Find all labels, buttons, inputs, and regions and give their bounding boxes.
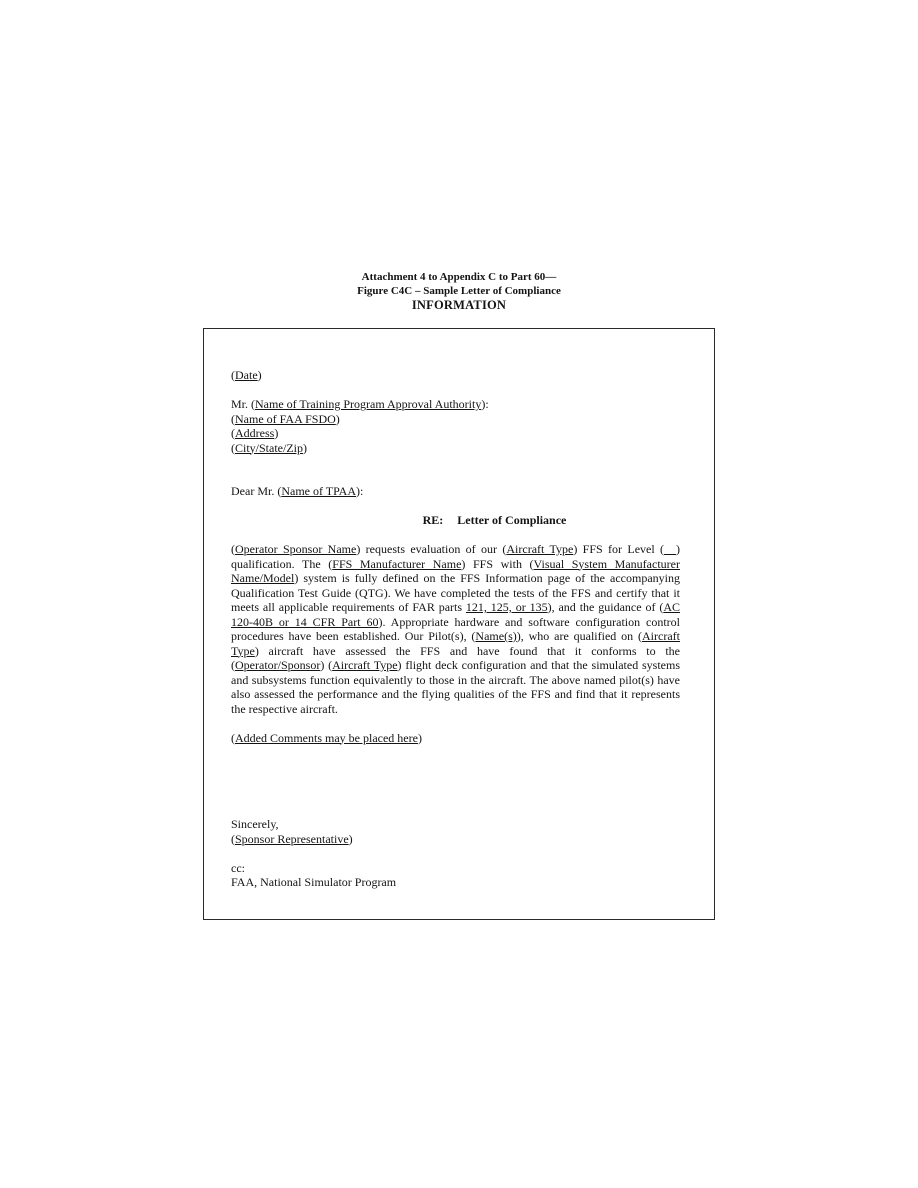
cc-recipient: FAA, National Simulator Program <box>231 875 397 889</box>
far-parts: 121, 125, or 135 <box>465 600 548 614</box>
salutation: Dear Mr. (Name of TPAA): <box>231 484 364 498</box>
date-line: (Date) <box>231 368 262 382</box>
date-placeholder: Date <box>235 368 258 382</box>
cc-label: cc: <box>231 860 245 875</box>
pilot-names: Name(s) <box>475 629 517 643</box>
level-blank: __ <box>664 542 677 556</box>
re-line <box>309 513 680 528</box>
attachment-title: Attachment 4 to Appendix C to Part 60— <box>361 271 557 283</box>
aircraft-type: Aircraft Type <box>332 658 398 672</box>
operator-name: Operator Sponsor Name <box>235 542 357 556</box>
salutation-name: Name of TPAA <box>281 484 356 498</box>
aircraft-type: Aircraft Type <box>506 542 574 556</box>
comments-line: (Added Comments may be placed here) <box>231 730 422 745</box>
addressee-name: Name of Training Program Approval Authority <box>255 397 482 411</box>
page-header <box>0 270 918 313</box>
re-subject: Letter of Compliance <box>457 513 567 527</box>
letter-body: (Operator Sponsor Name) requests evaluation of our (Aircraft Type) FFS for Level (__) qualification. The (FFS Manufacturer Name) FFS with (Visual System Manufacturer Name/Model) system is fully defined on the FFS Information page of the accompanying Qualification Test Guide (QTG). We have completed the tests of the FFS and certify that it meets all applicable requirements of FAR parts 121, 125, or 135), and the guidance of (AC 120-40B or 14 CFR Part 60). Appropriate hardware and software configuration control procedures have been established. Our Pilot(s), (Name(s)), who are qualified on (Aircraft Type) aircraft have assessed the FFS and have found that it conforms to the (Operator/Sponsor) (Aircraft Type) flight deck configuration and that the simulated systems and subsystems function equivalently to those in the aircraft. The above named pilot(s) have also assessed the performance and the flying qualities of the FFS and find that it represents the respective aircraft. <box>231 542 681 716</box>
city-state-zip: City/State/Zip <box>235 440 303 455</box>
ffs-manufacturer: FFS Manufacturer Name <box>332 556 462 571</box>
address-line: (Address) <box>231 426 279 440</box>
closing: Sincerely, <box>231 817 279 831</box>
sponsor-representative: Sponsor Representative <box>235 831 349 846</box>
signature-line: (Sponsor Representative) <box>231 831 353 846</box>
fsdo-line: (Name of FAA FSDO) <box>231 411 340 426</box>
re-label: RE: <box>422 513 444 527</box>
figure-title: Figure C4C – Sample Letter of Compliance <box>357 285 561 297</box>
aircraft-type: Aircraft Type <box>231 629 680 658</box>
letter-content <box>231 368 680 890</box>
fsdo-name: Name of FAA FSDO <box>235 411 336 426</box>
comments-placeholder: Added Comments may be placed here <box>235 730 418 745</box>
operator-sponsor: Operator/Sponsor <box>235 658 321 672</box>
city-line: (City/State/Zip) <box>231 440 307 455</box>
addressee-line: Mr. (Name of Training Program Approval Authority): <box>231 397 489 411</box>
information-label: INFORMATION <box>411 298 507 312</box>
visual-system-manufacturer: Visual System Manufacturer Name/Model <box>231 556 680 585</box>
address: Address <box>235 426 275 440</box>
guidance-reference: AC 120-40B or 14 CFR Part 60 <box>231 600 680 629</box>
